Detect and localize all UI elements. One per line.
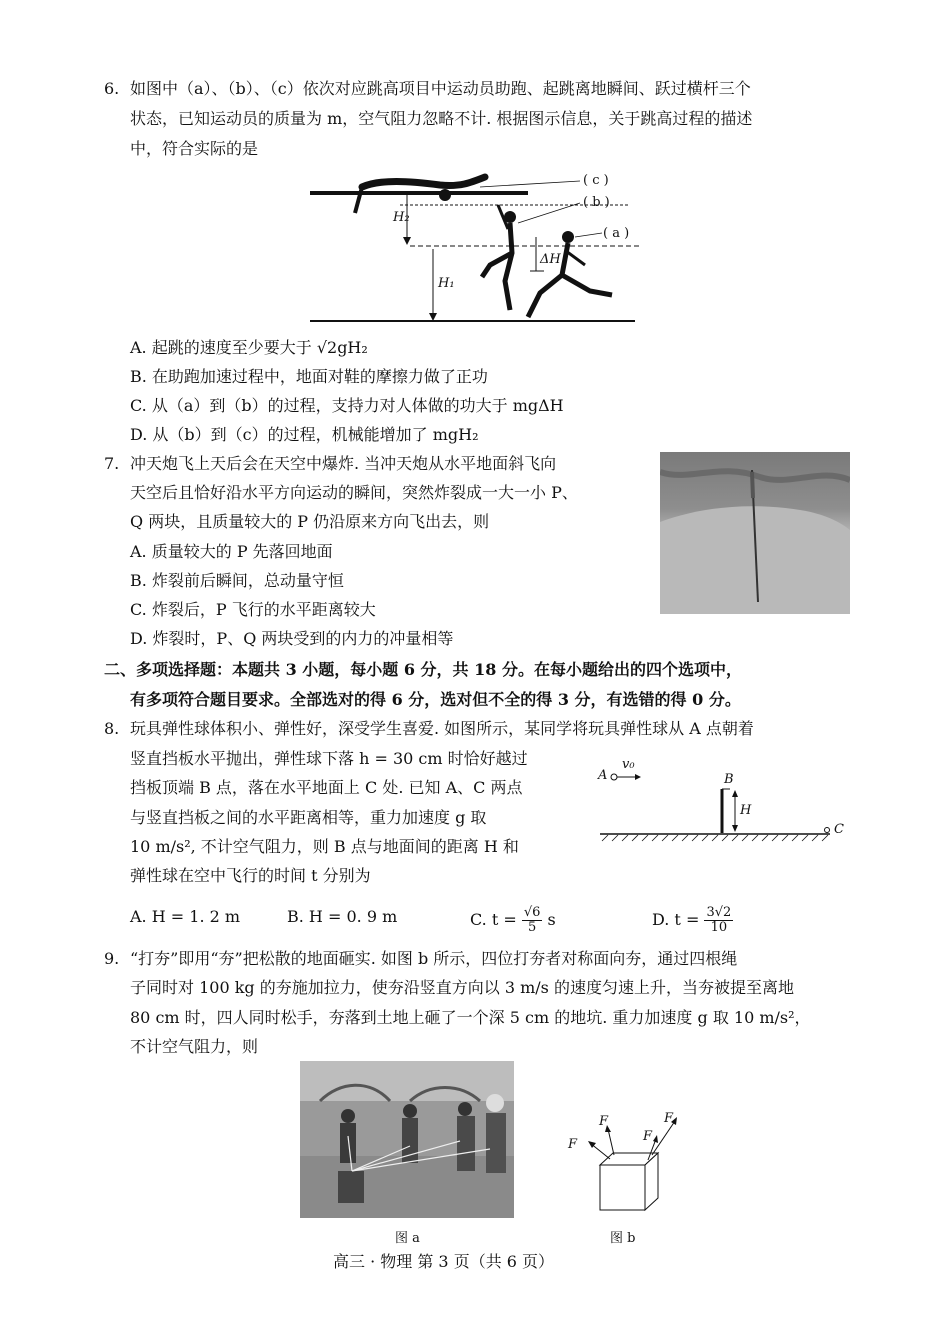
fig6-label-h1: H₁ [438, 276, 455, 291]
q8-stem-line5: 10 m/s², 不计空气阻力，则 B 点与地面间的距离 H 和 [130, 837, 519, 856]
fig8-label-c: C [834, 822, 844, 837]
q7-option-a: A. 质量较大的 P 先落回地面 [130, 542, 333, 561]
fig6-label-b: ( b ) [583, 195, 610, 210]
q7-stem-line1: 冲天炮飞上天后会在天空中爆炸. 当冲天炮从水平地面斜飞向 [130, 454, 557, 473]
q7-option-c: C. 炸裂后，P 飞行的水平距离较大 [130, 600, 376, 619]
fig8-label-b: B [724, 772, 734, 787]
fig8-label-h: H [740, 803, 752, 818]
section2-heading-line2: 有多项符合题目要求。全部选对的得 6 分，选对但不全的得 3 分，有选错的得 0 分。 [130, 690, 741, 709]
q8-option-c-fraction: $\frac{√6}{5}$ [523, 905, 541, 935]
q6-option-b: B. 在助跑加速过程中，地面对鞋的摩擦力做了正功 [130, 367, 488, 386]
q6-option-d: D. 从（b）到（c）的过程，机械能增加了 mgH₂ [130, 425, 479, 444]
fig6-label-a: ( a ) [603, 226, 630, 241]
q8-option-b: B. H = 0. 9 m [287, 907, 398, 926]
q8-stem-line2: 竖直挡板水平抛出，弹性球下落 h = 30 cm 时恰好越过 [130, 749, 528, 768]
q7-number: 7. [104, 454, 120, 473]
fig6-label-dh: ΔH [540, 252, 561, 267]
fig9b-force-label-2: F [599, 1114, 609, 1129]
q8-stem-line6: 弹性球在空中飞行的时间 t 分别为 [130, 866, 371, 885]
q9-stem-line1: “打夯”即用“夯”把松散的地面砸实. 如图 b 所示，四位打夯者对称面向夯，通过四根绳 [130, 949, 738, 968]
q6-option-c: C. 从（a）到（b）的过程，支持力对人体做的功大于 mgΔH [130, 396, 564, 415]
fig9b-force-label-3: F [643, 1129, 653, 1144]
fig9b-force-label-4: F [664, 1111, 674, 1126]
q8-option-c: C. t = $\frac{√6}{5}$ s [470, 905, 556, 935]
q7-stem-line2: 天空后且恰好沿水平方向运动的瞬间，突然炸裂成一大一小 P、 [130, 483, 578, 502]
q7-option-d: D. 炸裂时，P、Q 两块受到的内力的冲量相等 [130, 629, 454, 648]
fig6-label-h2: H₂ [393, 210, 410, 225]
q7-stem-line3: Q 两块，且质量较大的 P 仍沿原来方向飞出去，则 [130, 512, 490, 531]
q6-number: 6. [104, 79, 120, 98]
q6-stem-line3: 中，符合实际的是 [130, 139, 259, 158]
q8-option-d: D. t = $\frac{3√2}{10}$ [652, 905, 732, 935]
q7-option-b: B. 炸裂前后瞬间，总动量守恒 [130, 571, 344, 590]
firework-photo [660, 452, 850, 614]
q8-stem-line3: 挡板顶端 B 点，落在水平地面上 C 处. 已知 A、C 两点 [130, 778, 523, 797]
q8-stem-line1: 玩具弹性球体积小、弹性好，深受学生喜爱. 如图所示，某同学将玩具弹性球从 A 点朝着 [130, 719, 754, 738]
page-footer: 高三 · 物理 第 3 页（共 6 页） [333, 1252, 555, 1271]
fig8-label-a: A [598, 768, 608, 783]
q6-option-a: A. 起跳的速度至少要大于 √2gH₂ [130, 338, 368, 357]
q8-stem-line4: 与竖直挡板之间的水平距离相等，重力加速度 g 取 [130, 808, 487, 827]
q6-stem-line2: 状态，已知运动员的质量为 m，空气阻力忽略不计. 根据图示信息，关于跳高过程的描述 [130, 109, 753, 128]
q9-stem-line2: 子同时对 100 kg 的夯施加拉力，使夯沿竖直方向以 3 m/s 的速度匀速上升，当夯被提至离地 [130, 978, 794, 997]
fig6-label-c: ( c ) [583, 173, 609, 188]
fig9b-force-label-1: F [568, 1137, 578, 1152]
fig8-label-v0: v₀ [622, 757, 635, 772]
q8-option-a: A. H = 1. 2 m [130, 907, 241, 926]
q9-stem-line4: 不计空气阻力，则 [130, 1037, 259, 1056]
q9-number: 9. [104, 949, 120, 968]
high-jump-figure [300, 165, 650, 327]
fig9a-caption: 图 a [395, 1231, 420, 1246]
q9-stem-line3: 80 cm 时，四人同时松手，夯落到土地上砸了一个深 5 cm 的地坑. 重力加速度 g 取 10 m/s²， [130, 1008, 811, 1027]
q6-stem-line1: 如图中（a）、（b）、（c）依次对应跳高项目中运动员助跑、起跳离地瞬间、跃过横杆三个 [130, 79, 751, 98]
section2-heading-line1: 二、多项选择题：本题共 3 小题，每小题 6 分，共 18 分。在每小题给出的四个选项中， [104, 660, 742, 679]
q8-number: 8. [104, 719, 120, 738]
rammer-photo [300, 1061, 514, 1218]
fig9b-caption: 图 b [610, 1231, 636, 1246]
q8-option-d-fraction: $\frac{3√2}{10}$ [706, 905, 732, 935]
